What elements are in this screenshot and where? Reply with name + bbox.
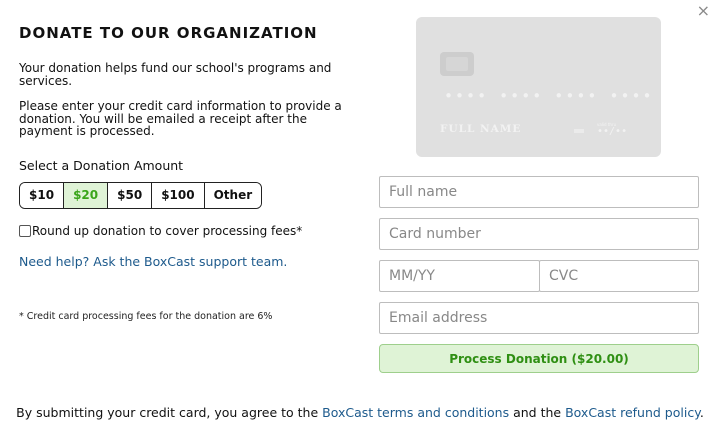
card-expiry-mask: ••/••: [597, 126, 628, 137]
agreement-middle: and the: [509, 405, 566, 420]
agreement-prefix: By submitting your credit card, you agree to the: [16, 405, 323, 420]
card-number-input[interactable]: Card number: [379, 218, 699, 250]
modal-title: DONATE TO OUR ORGANIZATION: [19, 24, 318, 42]
amount-10-button[interactable]: $10: [20, 183, 64, 208]
round-up-label: Round up donation to cover processing fees*: [32, 223, 303, 238]
round-up-checkbox[interactable]: [19, 225, 31, 237]
amount-other-button[interactable]: Other: [205, 183, 262, 208]
process-donation-button[interactable]: Process Donation ($20.00): [379, 344, 699, 373]
donation-amount-group: [19, 182, 262, 209]
donation-amount-label: Select a Donation Amount: [19, 157, 184, 173]
card-number-mask: •••• •••• •••• ••••: [444, 87, 654, 105]
instructions-text: Please enter your credit card information to provide a donation. You will be emailed a receipt after the payment is processed.: [19, 99, 342, 138]
agreement-text: [0, 405, 720, 420]
amount-100-button[interactable]: $100: [152, 183, 204, 208]
intro-text: Your donation helps fund our school's programs and services.: [19, 61, 332, 88]
card-expiry-label: valid thru: [597, 122, 617, 127]
amount-50-button[interactable]: $50: [108, 183, 152, 208]
donation-info-panel: [19, 24, 359, 322]
round-up-option[interactable]: [19, 224, 359, 238]
refund-policy-link[interactable]: BoxCast refund policy: [565, 405, 700, 420]
amount-20-button[interactable]: $20: [64, 183, 108, 208]
credit-card-preview: [416, 17, 661, 157]
agreement-suffix: .: [699, 405, 704, 420]
card-name-placeholder: FULL NAME: [440, 123, 522, 135]
terms-link[interactable]: BoxCast terms and conditions: [322, 405, 510, 420]
expiry-input[interactable]: MM/YY: [379, 260, 540, 292]
card-brand-mark: [574, 129, 584, 133]
card-chip-icon: [440, 52, 474, 76]
full-name-input[interactable]: Full name: [379, 176, 699, 208]
close-icon[interactable]: ×: [696, 1, 710, 20]
email-input[interactable]: Email address: [379, 302, 699, 334]
processing-fee-footnote: * Credit card processing fees for the donation are 6%: [19, 310, 273, 322]
cvc-input[interactable]: CVC: [539, 260, 699, 292]
help-link[interactable]: Need help? Ask the BoxCast support team.: [19, 253, 288, 269]
